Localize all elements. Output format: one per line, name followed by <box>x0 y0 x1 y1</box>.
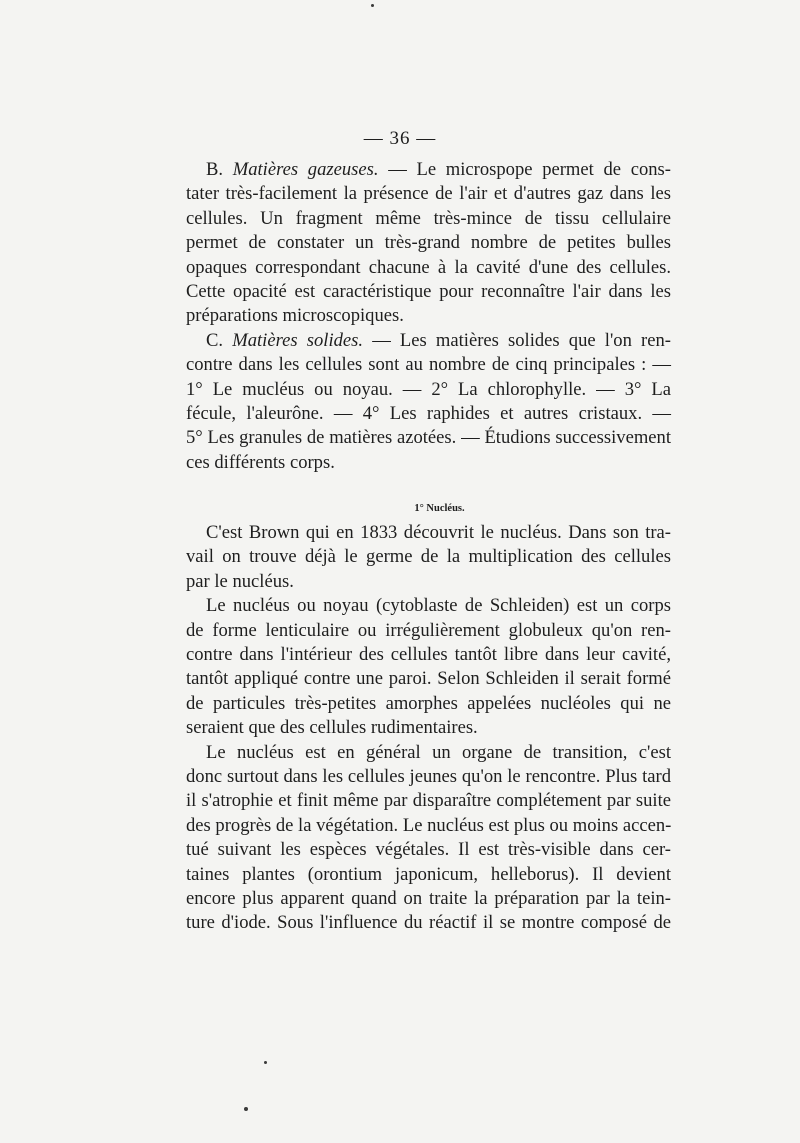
scan-speck <box>371 4 374 7</box>
paragraph-2-line: contre dans l'intérieur des cellules tantôt libre dans leur cavité, <box>186 644 671 666</box>
section-c-line: contre dans les cellules sont au nombre de cinq principales : — <box>186 354 671 376</box>
paragraph-1-line: C'est Brown qui en 1833 découvrit le nucléus. Dans son tra- <box>206 522 671 544</box>
section-b-line: Cette opacité est caractéristique pour reconnaître l'air dans les <box>186 280 671 302</box>
paragraph-3-line: il s'atrophie et finit même par disparaître complétement par suite <box>186 790 671 812</box>
section-c-label: C. <box>206 329 224 351</box>
paragraph-3-line: tué suivant les espèces végétales. Il est très-visible dans cer- <box>186 839 671 861</box>
paragraph-3-line: Le nucléus est en général un organe de transition, c'est <box>206 741 671 763</box>
paragraph-2-line: Le nucléus ou noyau (cytoblaste de Schleiden) est un corps <box>206 595 671 617</box>
section-b-line: permet de constater un très-grand nombre de petites bulles <box>186 232 671 254</box>
paragraph-2-line: de particules très-petites amorphes appelées nucléoles qui ne <box>186 692 671 714</box>
section-c-line: — Les matières solides que l'on ren- <box>372 329 671 351</box>
section-b-first-line <box>186 158 671 182</box>
paragraph-3-line: encore plus apparent quand on traite la préparation par la tein- <box>186 887 671 909</box>
section-c-title: Matières solides. <box>232 329 364 351</box>
paragraph-2-line: seraient que des cellules rudimentaires. <box>186 717 478 739</box>
section-heading-nucleus: 1° Nucléus. <box>414 503 465 515</box>
paragraph-2-line: tantôt appliqué contre une paroi. Selon Schleiden il serait formé <box>186 668 671 690</box>
section-c-first-line <box>186 329 671 353</box>
section-b-line: préparations microscopiques. <box>186 305 404 327</box>
section-c-line: 1° Le mucléus ou noyau. — 2° La chlorophylle. — 3° La <box>186 378 671 400</box>
section-c-line: ces différents corps. <box>186 451 335 473</box>
paragraph-3-line: des progrès de la végétation. Le nucléus est plus ou moins accen- <box>186 814 672 836</box>
section-b-line: opaques correspondant chacune à la cavité d'une des cellules. <box>186 256 671 278</box>
section-c-line: 5° Les granules de matières azotées. — Étudions successivement <box>186 427 671 449</box>
paragraph-2-line: de forme lenticulaire ou irrégulièrement globuleux qu'on ren- <box>186 619 671 641</box>
paragraph-1-line: par le nucléus. <box>186 570 294 592</box>
section-b-line: — Le microspope permet de cons- <box>388 159 671 180</box>
paragraph-3-line: taines plantes (orontium japonicum, helleborus). Il devient <box>186 863 671 885</box>
section-b-line: tater très-facilement la présence de l'air et d'autres gaz dans les <box>186 183 671 205</box>
body-text <box>186 158 671 936</box>
scan-speck <box>244 1107 248 1111</box>
section-b-line: cellules. Un fragment même très-mince de tissu cellulaire <box>186 207 671 229</box>
section-b-title: Matières gazeuses. <box>232 159 379 180</box>
section-b-label: B. <box>206 159 224 180</box>
page-number: — 36 — <box>363 128 437 149</box>
paragraph-1-line: vail on trouve déjà le germe de la multiplication des cellules <box>186 546 671 568</box>
section-c-line: fécule, l'aleurône. — 4° Les raphides et autres cristaux. — <box>186 402 671 424</box>
paragraph-3-line: ture d'iode. Sous l'influence du réactif il se montre composé de <box>186 912 671 934</box>
scan-speck <box>264 1061 267 1064</box>
paragraph-3-line: donc surtout dans les cellules jeunes qu'on le rencontre. Plus tard <box>186 765 671 787</box>
